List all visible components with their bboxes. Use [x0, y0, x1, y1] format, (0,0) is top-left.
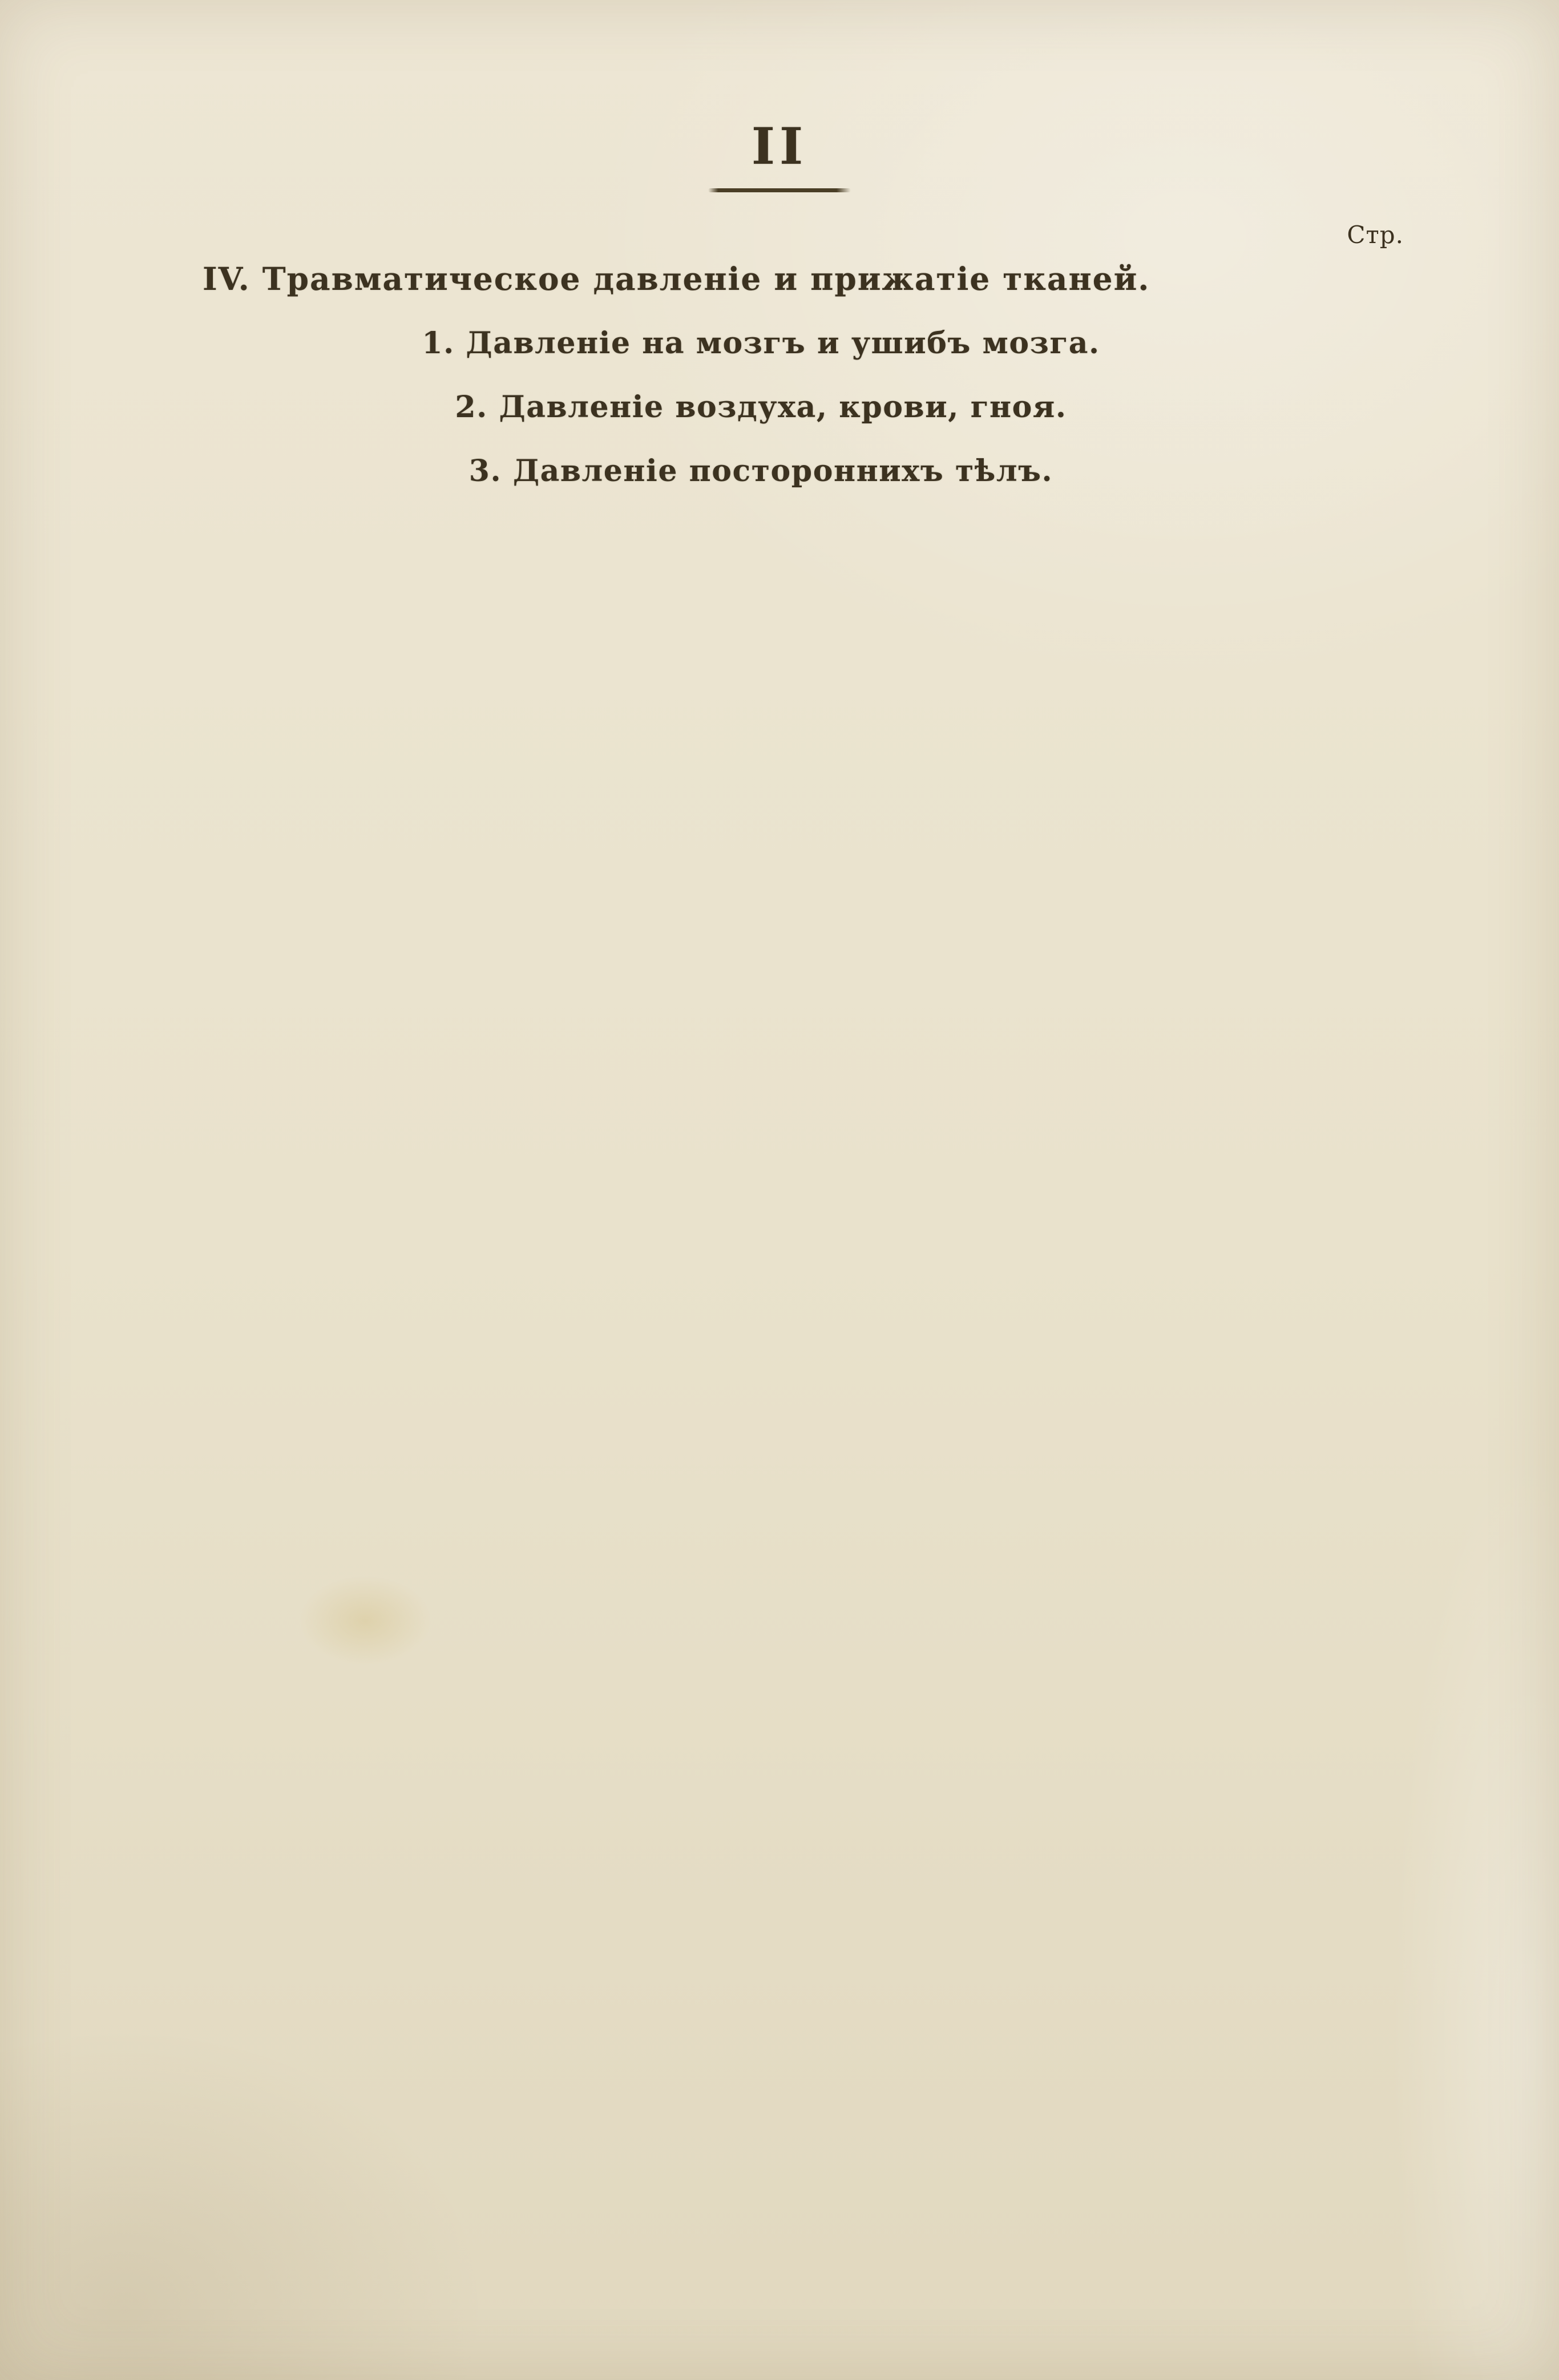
subsection-heading: 1. Давленіе на мозгъ и ушибъ мозга.	[422, 326, 1100, 361]
subsection-heading: 3. Давленіе постороннихъ тѣлъ.	[468, 454, 1053, 488]
section-heading: IV. Травматическое давленіе и прижатіе тканей.	[203, 260, 1150, 297]
divider-rule	[708, 188, 851, 192]
page-number-roman: II	[751, 116, 808, 176]
page-column-header: Стр.	[1347, 221, 1404, 249]
subsection-heading: 2. Давленіе воздуха, крови, гноя.	[455, 390, 1067, 425]
table-of-contents	[203, 260, 1405, 488]
page-content	[0, 116, 1559, 488]
